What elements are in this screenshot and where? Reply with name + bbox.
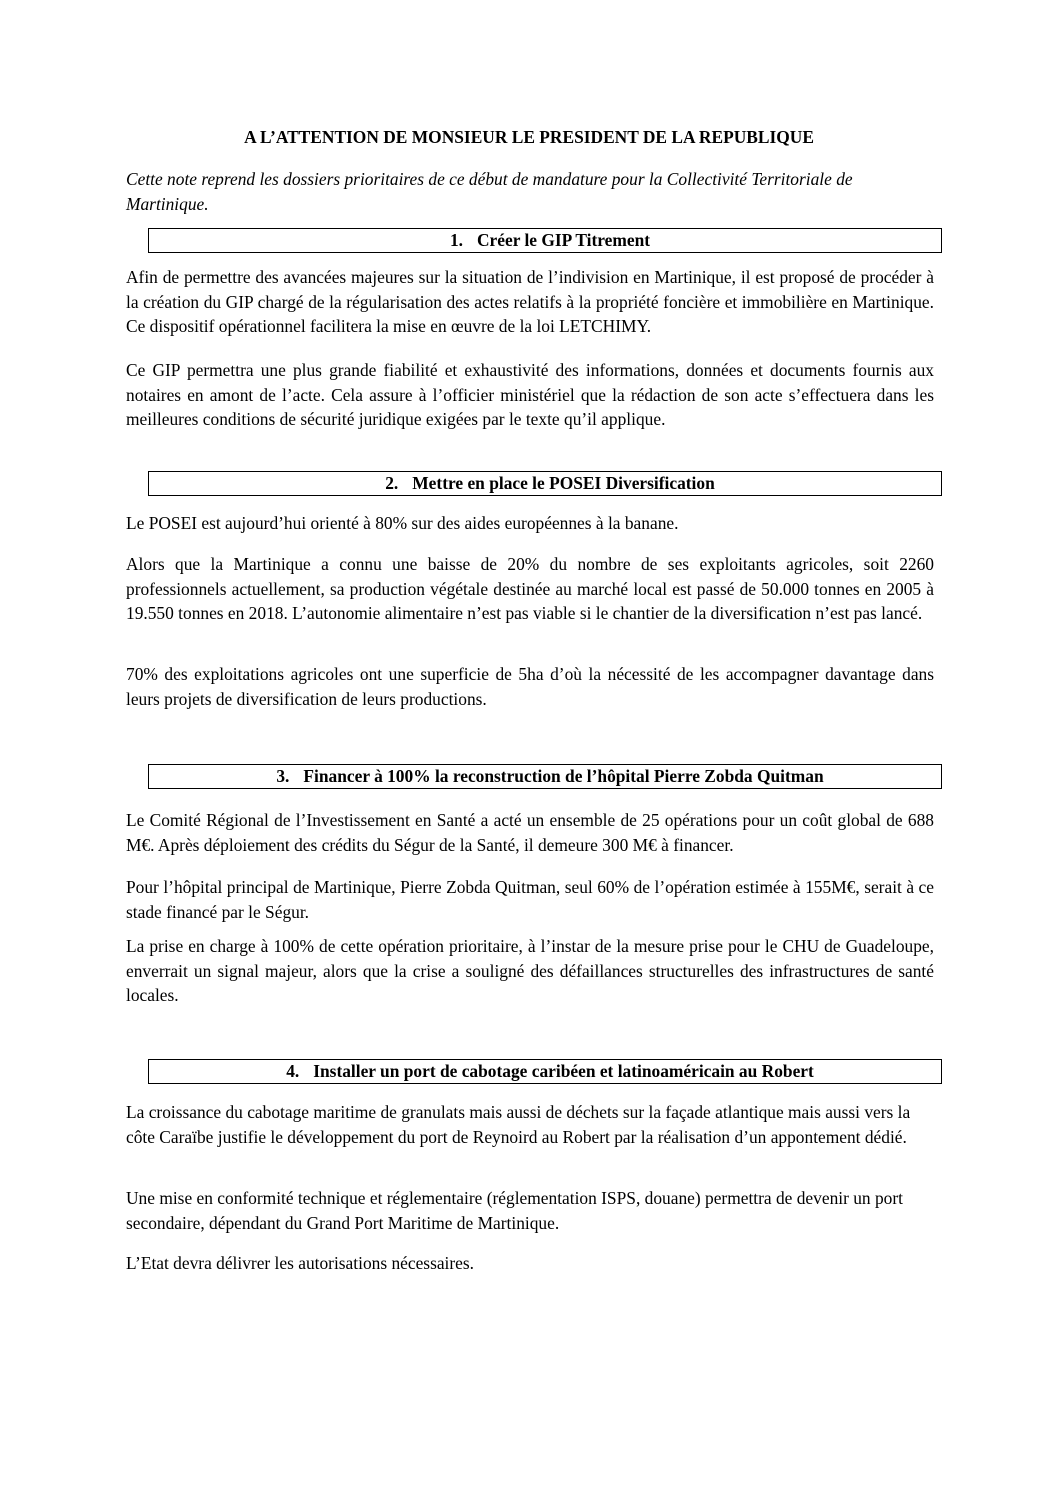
section-3-paragraph-2: Pour l’hôpital principal de Martinique, Pierre Zobda Quitman, seul 60% de l’opération estimée à 155M€, serait à ce stade financé par le Ségur. [126,877,934,922]
section-3-title: Financer à 100% la reconstruction de l’hôpital Pierre Zobda Quitman [303,766,824,786]
section-1-number: 1. [449,230,463,250]
section-1-paragraph-2: Ce GIP permettra une plus grande fiabilité et exhaustivité des informations, données et documents fournis aux notaires en amont de l’acte. Cela assure à l’officier ministériel que la rédaction de son acte s’effectuera dans les meilleures conditions de sécurité juridique exigées par le texte qu’il applique. [126,360,934,429]
section-3-paragraph-1: Le Comité Régional de l’Investissement en Santé a acté un ensemble de 25 opérations pour un coût global de 688 M€. Après déploiement des crédits du Ségur de la Santé, il demeure 300 M€ à financer. [126,810,934,855]
page-title: A L’ATTENTION DE MONSIEUR LE PRESIDENT DE LA REPUBLIQUE [244,127,814,147]
section-4-heading [148,1059,942,1084]
section-2-paragraph-1: Le POSEI est aujourd’hui orienté à 80% sur des aides européennes à la banane. [126,513,679,533]
section-2-heading [148,471,942,496]
section-2-title: Mettre en place le POSEI Diversification [412,473,715,493]
section-1-title: Créer le GIP Titrement [476,230,651,250]
section-3-number: 3. [276,766,290,786]
section-2-paragraph-3: 70% des exploitations agricoles ont une superficie de 5ha d’où la nécessité de les accompagner davantage dans leurs projets de diversification de leurs productions. [126,664,934,709]
section-4-number: 4. [286,1061,300,1081]
section-3-paragraph-3: La prise en charge à 100% de cette opération prioritaire, à l’instar de la mesure prise pour le CHU de Guadeloupe, enverrait un signal majeur, alors que la crise a souligné des défaillances structurelles des infrastructures de santé locales. [126,936,934,1005]
section-4-title: Installer un port de cabotage caribéen et latinoaméricain au Robert [313,1061,814,1081]
section-1-paragraph-1: Afin de permettre des avancées majeures sur la situation de l’indivision en Martinique, il est proposé de procéder à la création du GIP chargé de la régularisation des actes relatifs à la propriété foncière et immobilière en Martinique. Ce dispositif opérationnel facilitera la mise en œuvre de la loi LETCHIMY. [126,267,934,336]
intro-note: Cette note reprend les dossiers prioritaires de ce début de mandature pour la Collectivité Territoriale de Martinique. [126,169,853,214]
section-2-paragraph-2: Alors que la Martinique a connu une baisse de 20% du nombre de ses exploitants agricoles, soit 2260 professionnels actuellement, sa production végétale destinée au marché local est passé de 50.000 tonnes en 2005 à 19.550 tonnes en 2018. L’autonomie alimentaire n’est pas viable si le chantier de la diversification n’est pas lancé. [126,554,934,623]
section-3-heading [148,764,942,789]
section-2-number: 2. [385,473,399,493]
section-1-heading [148,228,942,253]
section-4-paragraph-3: L’Etat devra délivrer les autorisations nécessaires. [126,1253,475,1273]
section-4-paragraph-1: La croissance du cabotage maritime de granulats mais aussi de déchets sur la façade atlantique mais aussi vers la côte Caraïbe justifie le développement du port de Reynoird au Robert par la réalisation d’un appontement dédié. [126,1102,911,1147]
section-4-paragraph-2: Une mise en conformité technique et réglementaire (réglementation ISPS, douane) permettra de devenir un port secondaire, dépendant du Grand Port Maritime de Martinique. [126,1188,903,1233]
